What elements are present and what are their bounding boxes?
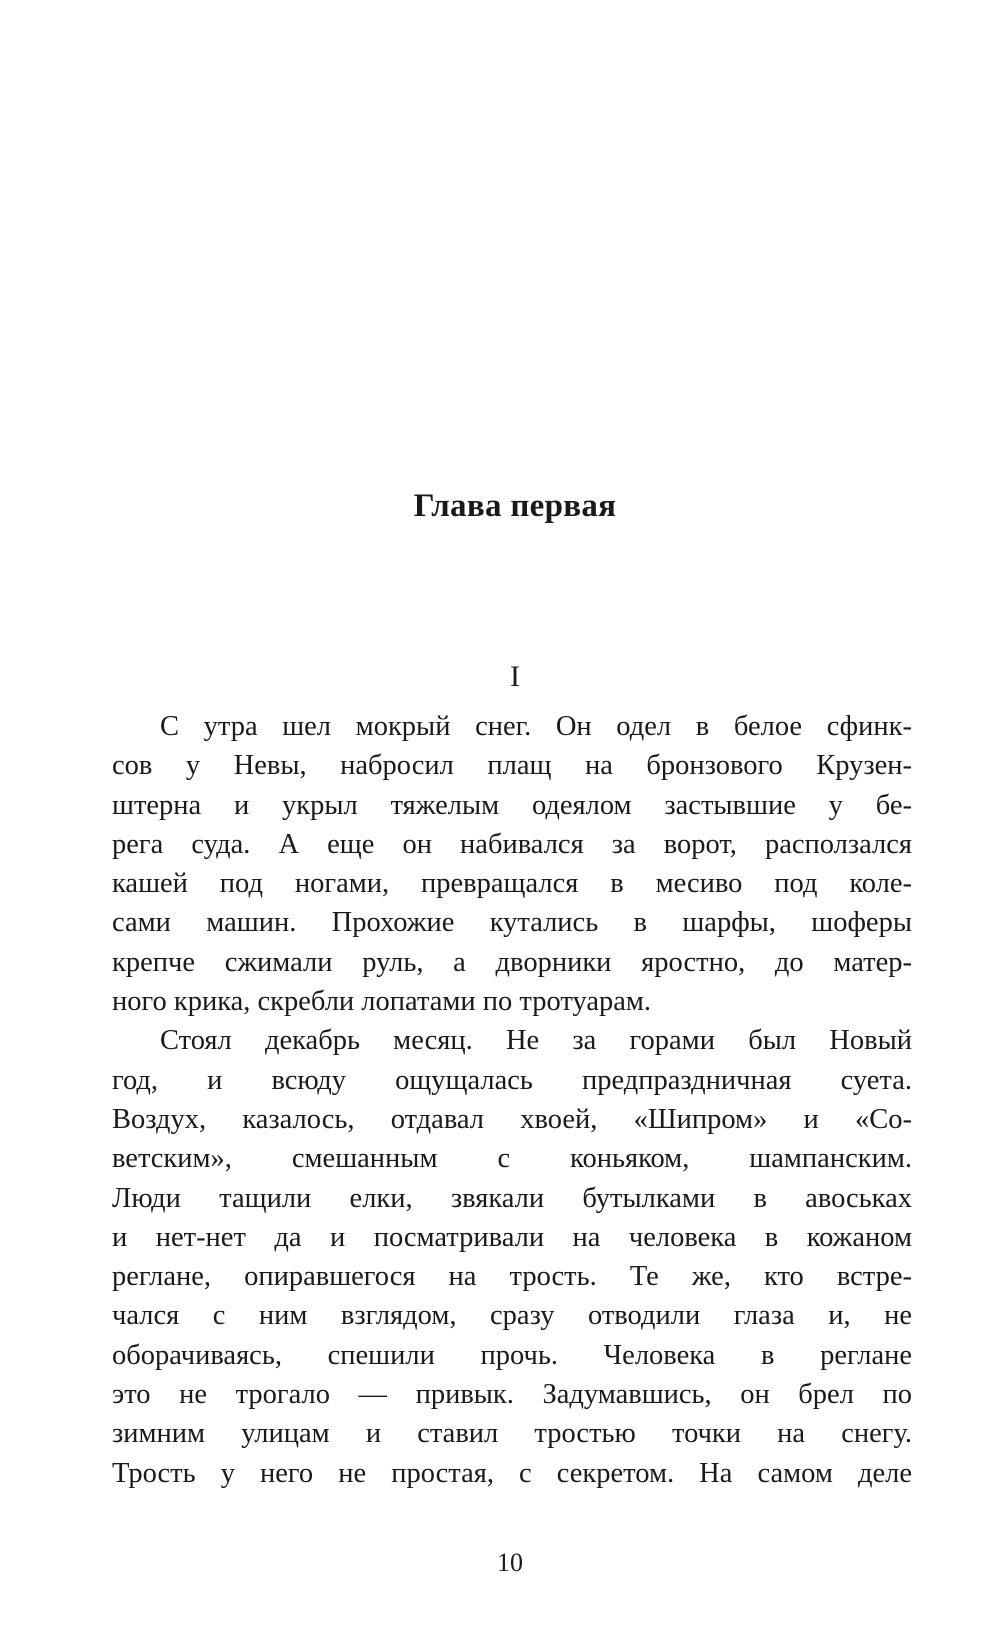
text-line: год, и всюду ощущалась предпраздничная суета. <box>112 1064 912 1096</box>
text-line: зимним улицам и ставил тростью точки на снегу. <box>112 1418 912 1450</box>
body-text <box>112 707 912 1493</box>
page-number: 10 <box>497 1548 523 1577</box>
section-number: I <box>510 660 520 693</box>
text-line: и нет-нет да и посматривали на человека в кожаном <box>112 1221 912 1253</box>
text-line: сов у Невы, набросил плащ на бронзового Крузен- <box>112 750 912 782</box>
text-line: оборачиваясь, спешили прочь. Человека в реглане <box>112 1339 912 1371</box>
text-line: ного крика, скребли лопатами по тротуарам. <box>112 986 652 1018</box>
text-line: кашей под ногами, превращался в месиво под коле- <box>112 868 912 900</box>
paragraph <box>112 1021 912 1493</box>
text-line: Трость у него не простая, с секретом. На самом деле <box>112 1457 912 1489</box>
text-line: Люди тащили елки, звякали бутылками в авоськах <box>112 1182 912 1214</box>
text-line: это не трогало — привык. Задумавшись, он брел по <box>112 1379 912 1411</box>
text-line: Стоял декабрь месяц. Не за горами был Новый <box>160 1025 912 1057</box>
text-line: Воздух, казалось, отдавал хвоей, «Шипром» и «Со- <box>112 1103 912 1135</box>
text-line: крепче сжимали руль, а дворники яростно, до матер- <box>112 946 912 978</box>
text-line: ветским», смешанным с коньяком, шампанским. <box>112 1143 912 1175</box>
text-line: реглане, опиравшегося на трость. Те же, кто встре- <box>112 1261 912 1293</box>
text-line: сами машин. Прохожие кутались в шарфы, шоферы <box>112 907 912 939</box>
text-line: рега суда. А еще он набивался за ворот, расползался <box>112 828 912 860</box>
text-line: С утра шел мокрый снег. Он одел в белое сфинк- <box>160 711 912 742</box>
paragraph <box>112 707 912 1021</box>
chapter-title: Глава первая <box>413 488 617 524</box>
text-line: чался с ним взглядом, сразу отводили глаза и, не <box>112 1300 912 1332</box>
text-line: штерна и укрыл тяжелым одеялом застывшие у бе- <box>112 789 912 821</box>
